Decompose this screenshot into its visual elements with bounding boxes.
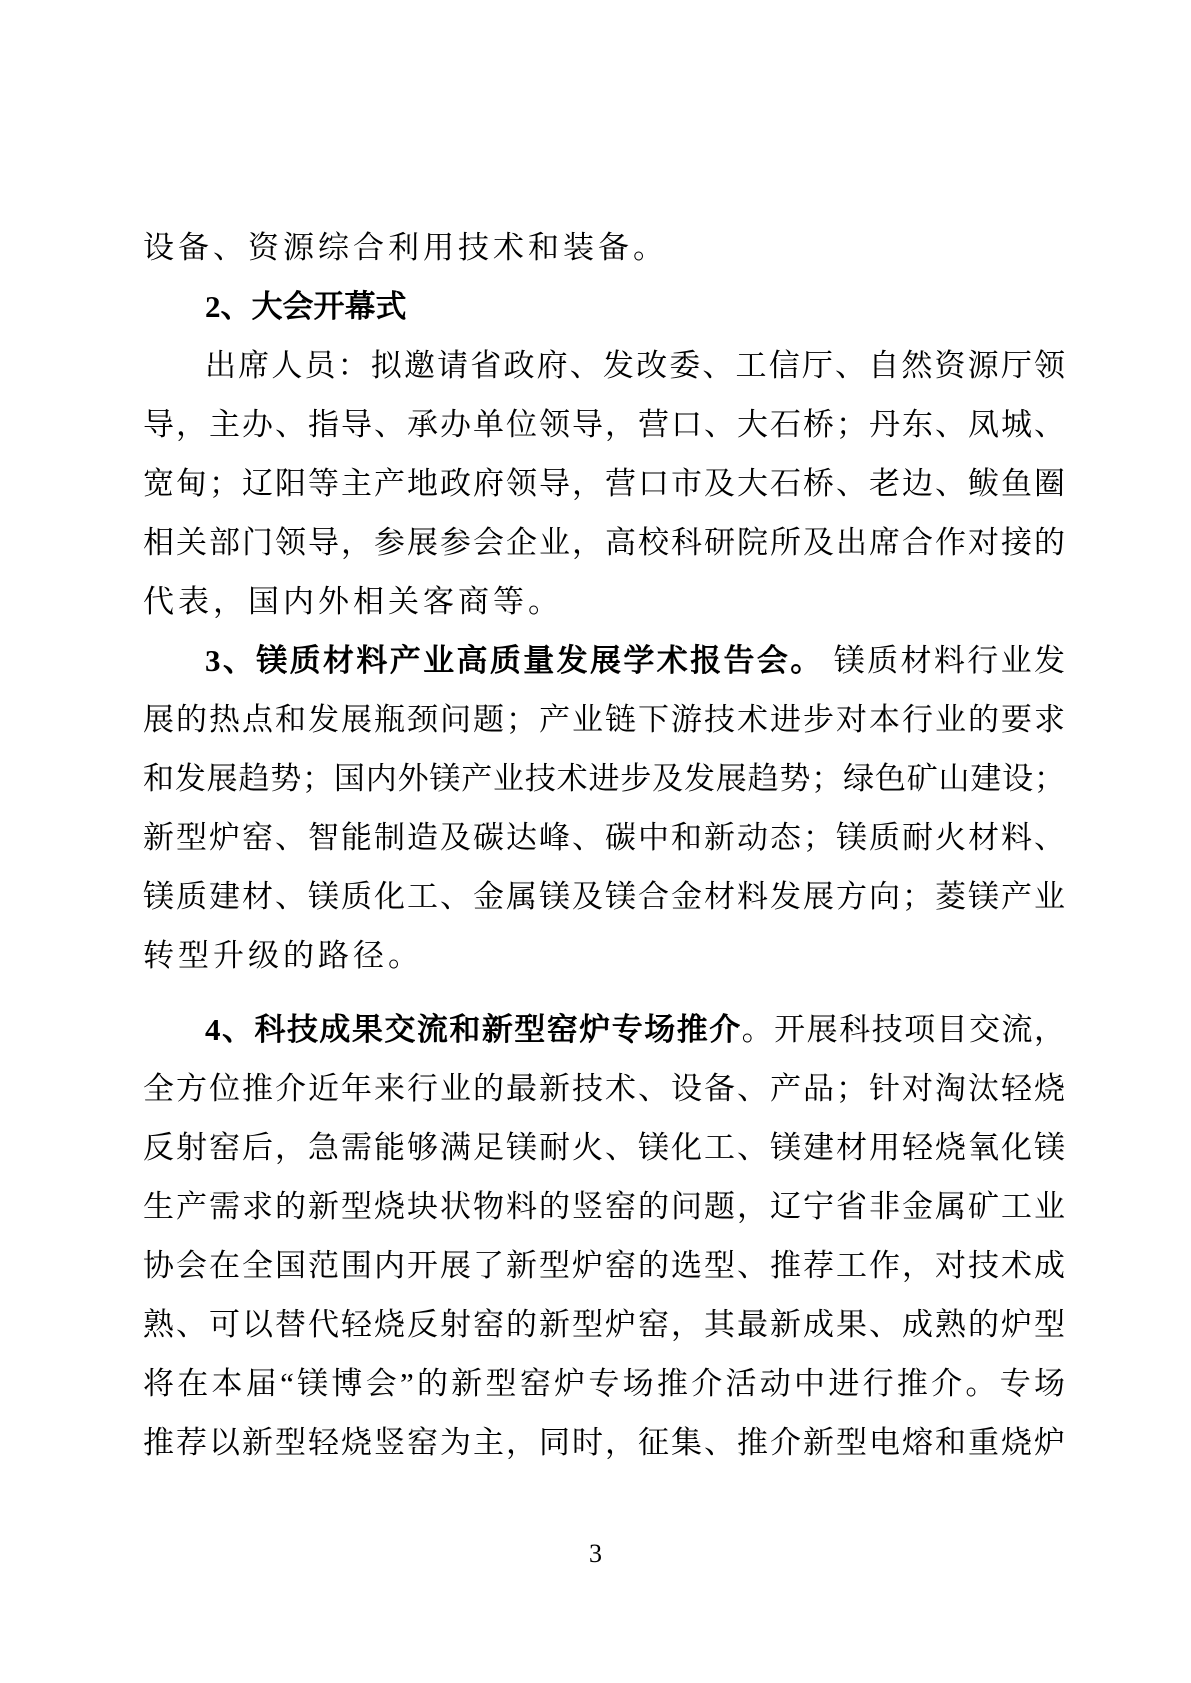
text-line: 反射窑后，急需能够满足镁耐火、镁化工、镁建材用轻烧氧化镁 (143, 1130, 1065, 1165)
text-line: 展的热点和发展瓶颈问题；产业链下游技术进步对本行业的要求 (143, 702, 1065, 737)
text-line: 导，主办、指导、承办单位领导，营口、大石桥；丹东、凤城、 (143, 407, 1065, 442)
text-line: 转型升级的路径。 (143, 938, 423, 973)
text-line: 宽甸；辽阳等主产地政府领导，营口市及大石桥、老边、鲅鱼圈 (143, 466, 1065, 501)
text-line: 和发展趋势；国内外镁产业技术进步及发展趋势；绿色矿山建设； (143, 761, 1065, 796)
text-line: 出席人员：拟邀请省政府、发改委、工信厅、自然资源厅领 (205, 348, 1065, 383)
section-heading-4: 4、科技成果交流和新型窑炉专场推介。开展科技项目交流， (205, 1012, 1065, 1047)
section-heading-3: 3、镁质材料产业高质量发展学术报告会。 镁质材料行业发 (205, 643, 1065, 678)
text-line: 镁质建材、镁质化工、金属镁及镁合金材料发展方向；菱镁产业 (143, 879, 1065, 914)
text-line: 相关部门领导，参展参会企业，高校科研院所及出席合作对接的 (143, 525, 1065, 560)
text-line: 全方位推介近年来行业的最新技术、设备、产品；针对淘汰轻烧 (143, 1071, 1065, 1106)
section-heading-2: 2、大会开幕式 (205, 289, 407, 324)
text-line: 推荐以新型轻烧竖窑为主，同时，征集、推介新型电熔和重烧炉 (143, 1425, 1065, 1460)
text-line: 生产需求的新型烧块状物料的竖窑的问题，辽宁省非金属矿工业 (143, 1189, 1065, 1224)
page-number: 3 (589, 1539, 602, 1568)
text-line: 代表，国内外相关客商等。 (143, 584, 563, 619)
text-line: 熟、可以替代轻烧反射窑的新型炉窑，其最新成果、成熟的炉型 (143, 1307, 1065, 1342)
document-body (143, 218, 1065, 1472)
text-line: 协会在全国范围内开展了新型炉窑的选型、推荐工作，对技术成 (143, 1248, 1065, 1283)
text-line: 新型炉窑、智能制造及碳达峰、碳中和新动态；镁质耐火材料、 (143, 820, 1065, 855)
text-line: 将在本届“镁博会”的新型窑炉专场推介活动中进行推介。专场 (143, 1366, 1065, 1401)
text-line: 设备、资源综合利用技术和装备。 (143, 230, 668, 265)
